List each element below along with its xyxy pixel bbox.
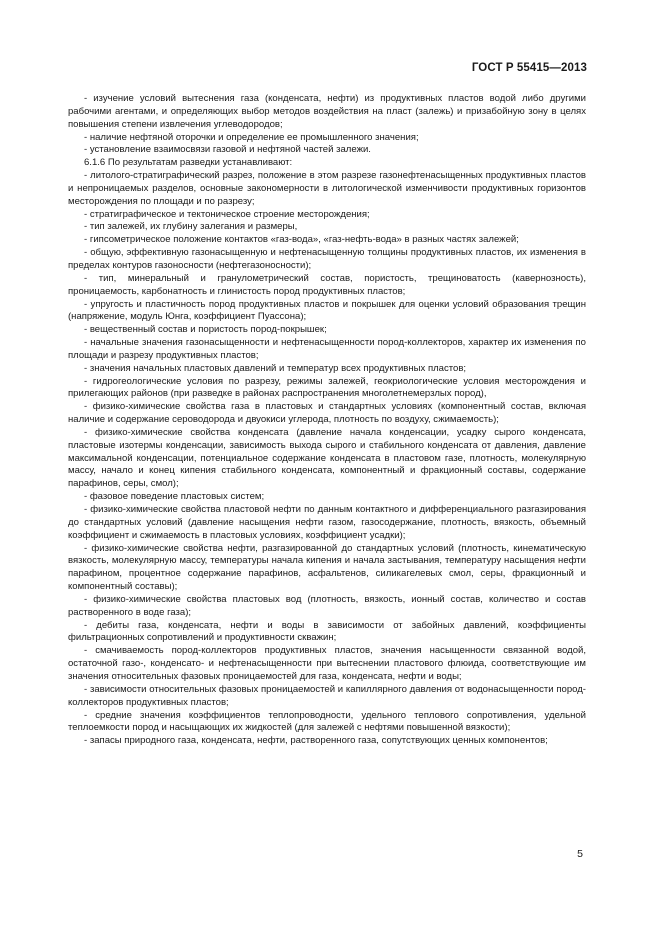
- paragraph: - средние значения коэффициентов теплопроводности, удельного теплового сопротивления, удельной теплоемкости пород и насыщающих их жидкостей (для залежей с нефтями повышенной вязкости);: [68, 709, 586, 734]
- standard-designation: ГОСТ Р 55415—2013: [471, 62, 587, 74]
- paragraph: - изучение условий вытеснения газа (конденсата, нефти) из продуктивных пластов водой либо другими рабочими агентами, и определяющих выбор методов воздействия на пласт (залежь) и призабойную зону в целях повышения степени извлечения углеводородов;: [68, 93, 586, 130]
- paragraph: - тип, минеральный и гранулометрический состав, пористость, трещиноватость (кавернозность), проницаемость, карбонатность и глинистость пород продуктивных пластов;: [68, 272, 586, 297]
- paragraph: - фазовое поведение пластовых систем;: [84, 491, 265, 503]
- paragraph: - физико-химические свойства нефти, разгазированной до стандартных условий (плотность, кинематическую вязкость, молекулярную массу, температуры начала кипения и начала застывания, температуру насыщения нефти парафином, процентное содержание парафинов, асфальтенов, силикагелевых смол, серы, фракционный и компонентный составы);: [68, 542, 586, 593]
- paragraph: - вещественный состав и пористость пород-покрышек;: [84, 324, 327, 336]
- paragraph: - гипсометрическое положение контактов «газ-вода», «газ-нефть-вода» в разных частях залежей;: [84, 234, 519, 246]
- paragraph: - значения начальных пластовых давлений и температур всех продуктивных пластов;: [84, 362, 467, 374]
- page-number: 5: [577, 848, 583, 860]
- paragraph: - наличие нефтяной оторочки и определение ее промышленного значения;: [84, 131, 419, 143]
- paragraph: - общую, эффективную газонасыщенную и нефтенасыщенную толщины продуктивных пластов, их изменения в пределах контуров газоносности (нефтегазоносности);: [68, 247, 586, 271]
- paragraph: 6.1.6 По результатам разведки устанавливают:: [84, 157, 293, 169]
- paragraph: - смачиваемость пород-коллекторов продуктивных пластов, значения насыщенности связанной водой, остаточной газо-, конденсато- и нефтенасыщенности при вытеснении пластового флюида, соответствующие им значения относительных фазовых проницаемостей для газа, конденсата, нефти и воды;: [68, 645, 586, 682]
- paragraph: - физико-химические свойства пластовых вод (плотность, вязкость, ионный состав, количество и состав растворенного в воде газа);: [68, 593, 586, 618]
- paragraph: - физико-химические свойства конденсата (давление начала конденсации, усадку сырого конденсата, пластовые изотермы конденсации, зависимость выхода сырого и стабильного конденсата от давления, давление максимальной конденсации, потенциальное содержание конденсата в пластовом газе, плотность, молекулярную массу, начало и конец кипения стабильного конденсата, компонентный и фракционный составы, содержание парафинов, серы, смол);: [68, 426, 586, 490]
- body-text: [68, 93, 586, 748]
- paragraph: - стратиграфическое и тектоническое строение месторождения;: [84, 208, 370, 220]
- paragraph: - физико-химические свойства пластовой нефти по данным контактного и дифференциального разгазирования до стандартных условий (давление насыщения нефти газом, газосодержание, плотность, вязкость, объемный коэффициент и сжимаемость в пластовых условиях, коэффициент усадки);: [68, 504, 586, 541]
- paragraph: - упругость и пластичность пород продуктивных пластов и покрышек для оценки условий образования трещин (напряжение, модуль Юнга, коэффициент Пуассона);: [68, 298, 586, 323]
- paragraph: - гидрогеологические условия по разрезу, режимы залежей, геокриологические условия месторождения и прилегающих районов (при разведке в районах распространения многолетнемерзлых пород),: [68, 375, 586, 400]
- paragraph: - начальные значения газонасыщенности и нефтенасыщенности пород-коллекторов, характер их изменения по площади и разрезу продуктивных пластов;: [68, 337, 586, 361]
- paragraph: - литолого-стратиграфический разрез, положение в этом разрезе газонефтенасыщенных продуктивных пластов и непроницаемых разделов, основные закономерности в литологической изменчивости продуктивных горизонтов месторождения по площади и по разрезу;: [68, 170, 586, 207]
- paragraph: - тип залежей, их глубину залегания и размеры,: [84, 221, 298, 233]
- paragraph: - дебиты газа, конденсата, нефти и воды в зависимости от забойных давлений, коэффициенты фильтрационных сопротивлений и продуктивности скважин;: [68, 619, 586, 644]
- paragraph: - установление взаимосвязи газовой и нефтяной частей залежи.: [84, 144, 371, 156]
- paragraph: - зависимости относительных фазовых проницаемостей и капиллярного давления от водонасыщенности пород-коллекторов продуктивных пластов;: [68, 683, 586, 708]
- paragraph: - физико-химические свойства газа в пластовых и стандартных условиях (компонентный состав, включая наличие и содержание сероводорода и двуокиси углерода, плотность по воздуху, сжимаемость);: [68, 401, 586, 426]
- paragraph: - запасы природного газа, конденсата, нефти, растворенного газа, сопутствующих ценных компонентов;: [84, 735, 548, 747]
